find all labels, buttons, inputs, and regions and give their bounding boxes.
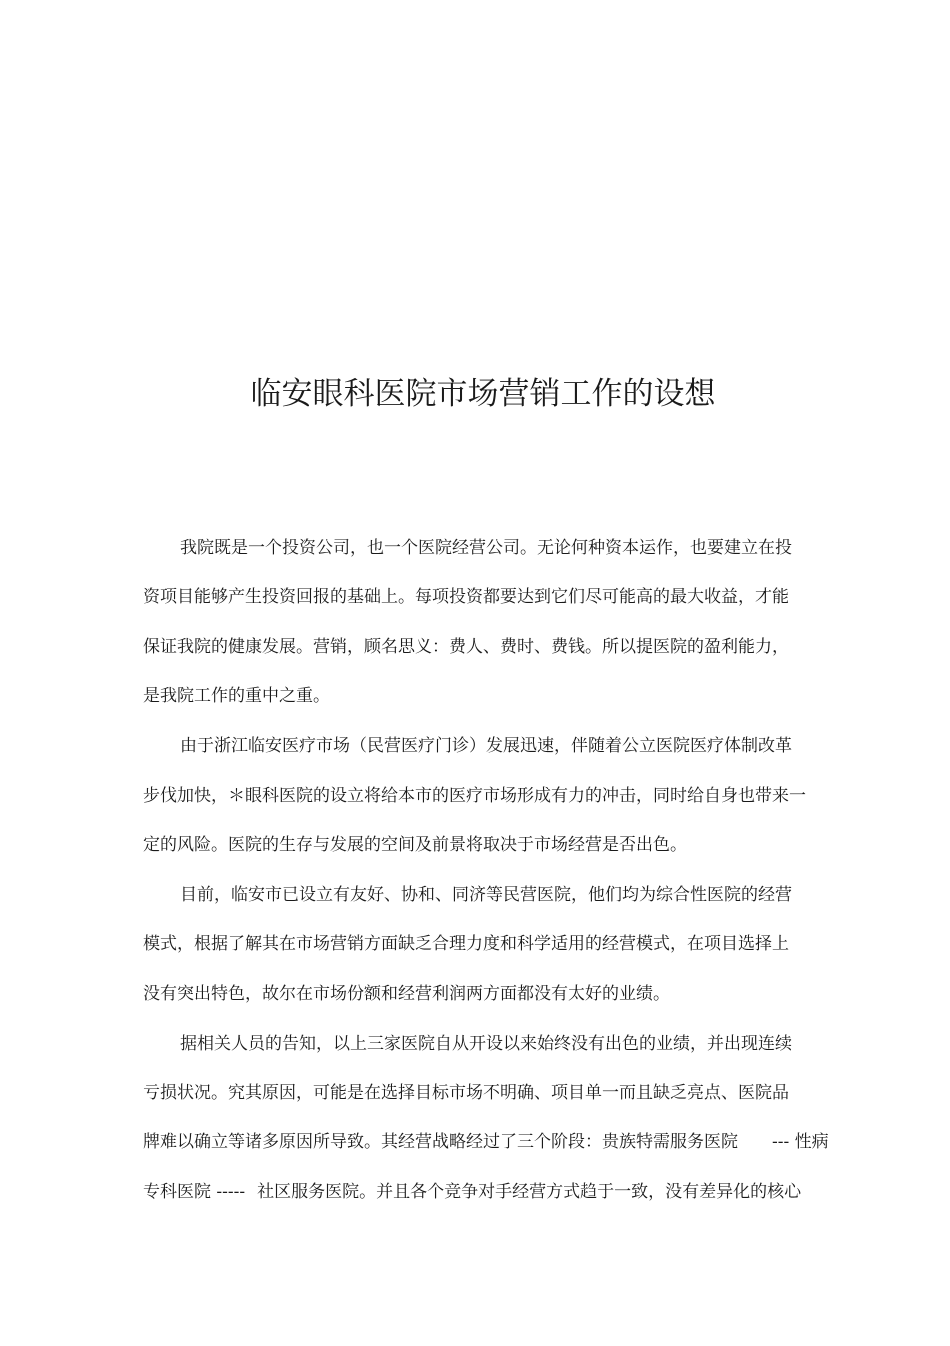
paragraph-2-line-1: 由于浙江临安医疗市场（民营医疗门诊）发展迅速，伴随着公立医院医疗体制改革 bbox=[180, 736, 792, 756]
paragraph-4-line-2: 亏损状况。究其原因，可能是在选择目标市场不明确、项目单一而且缺乏亮点、医院品 bbox=[143, 1083, 789, 1103]
paragraph-1-line-1: 我院既是一个投资公司，也一个医院经营公司。无论何种资本运作，也要建立在投 bbox=[180, 538, 792, 558]
paragraph-4-line-3-dash: --- 性病 bbox=[772, 1132, 829, 1152]
paragraph-1-line-4: 是我院工作的重中之重。 bbox=[143, 686, 330, 706]
paragraph-4-line-1: 据相关人员的告知，以上三家医院自从开设以来始终没有出色的业绩，并出现连续 bbox=[180, 1034, 792, 1054]
paragraph-4-line-4 bbox=[143, 1179, 801, 1205]
paragraph-1-line-2: 资项目能够产生投资回报的基础上。每项投资都要达到它们尽可能高的最大收益，才能 bbox=[143, 587, 789, 607]
document-title: 临安眼科医院市场营销工作的设想 bbox=[250, 376, 716, 412]
paragraph-1-line-3: 保证我院的健康发展。营销，顾名思义：费人、费时、费钱。所以提医院的盈利能力， bbox=[143, 637, 789, 657]
paragraph-4-line-4-dash: 专科医院 ----- bbox=[143, 1182, 246, 1202]
paragraph-3-line-2: 模式，根据了解其在市场营销方面缺乏合理力度和科学适用的经营模式，在项目选择上 bbox=[143, 934, 789, 954]
paragraph-4-line-3 bbox=[143, 1129, 829, 1155]
paragraph-3-line-1: 目前，临安市已设立有友好、协和、同济等民营医院，他们均为综合性医院的经营 bbox=[180, 885, 792, 905]
paragraph-3-line-3: 没有突出特色，故尔在市场份额和经营利润两方面都没有太好的业绩。 bbox=[143, 984, 670, 1004]
paragraph-4-line-3-text: 牌难以确立等诸多原因所导致。其经营战略经过了三个阶段：贵族特需服务医院 bbox=[143, 1132, 738, 1152]
paragraph-2-line-2: 步伐加快，＊眼科医院的设立将给本市的医疗市场形成有力的冲击，同时给自身也带来一 bbox=[143, 786, 806, 806]
paragraph-4-line-4-text: 社区服务医院。并且各个竞争对手经营方式趋于一致，没有差异化的核心 bbox=[257, 1182, 802, 1202]
paragraph-2-line-3: 定的风险。医院的生存与发展的空间及前景将取决于市场经营是否出色。 bbox=[143, 835, 687, 855]
